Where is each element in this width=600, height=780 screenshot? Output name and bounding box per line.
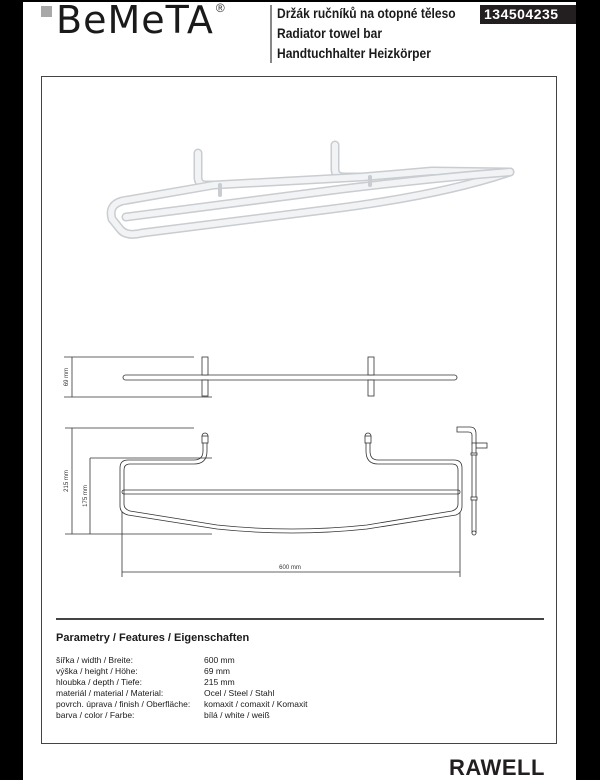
spec-row	[56, 688, 307, 699]
spec-value: Ocel / Steel / Stahl	[204, 688, 275, 698]
header-separator	[270, 5, 272, 63]
spec-label: šířka / width / Breite:	[56, 655, 133, 665]
top-view-drawing	[64, 357, 457, 397]
technical-drawings	[42, 77, 558, 617]
spec-row	[56, 677, 307, 688]
product-render-image	[111, 145, 510, 234]
section-divider	[56, 618, 544, 620]
front-view-drawing	[65, 428, 462, 577]
brand-name: BeMeTA	[56, 0, 214, 42]
title-en: Radiator towel bar	[277, 25, 383, 41]
side-view-drawing	[457, 427, 487, 535]
spec-label: materiál / material / Material:	[56, 688, 164, 698]
depth-dimension-label: 215 mm	[64, 470, 70, 492]
spec-row	[56, 666, 307, 677]
title-de: Handtuchhalter Heizkörper	[277, 45, 431, 61]
spec-row	[56, 655, 307, 666]
inner-dimension-label: 175 mm	[83, 485, 89, 507]
product-titles	[277, 3, 485, 63]
drawing-frame	[41, 76, 557, 744]
title-cz: Držák ručníků na otopné těleso	[277, 5, 456, 21]
spec-label: barva / color / Farbe:	[56, 710, 135, 720]
spec-value: 69 mm	[204, 666, 230, 676]
spec-label: povrch. úprava / finish / Oberfläche:	[56, 699, 191, 709]
spec-value: komaxit / comaxit / Komaxit	[204, 699, 308, 709]
product-sheet	[23, 2, 576, 780]
height-dimension-label: 69 mm	[64, 367, 70, 387]
spec-value: 600 mm	[204, 655, 235, 665]
series-name: RAWELL	[449, 755, 545, 780]
logo-square-icon	[41, 6, 52, 17]
registered-mark: ®	[215, 1, 225, 15]
width-dimension-label: 600 mm	[279, 565, 301, 571]
specs-table	[56, 655, 307, 721]
spec-value: bílá / white / weiß	[204, 710, 270, 720]
brand-logo	[41, 2, 225, 42]
spec-row	[56, 699, 307, 710]
spec-label: hloubka / depth / Tiefe:	[56, 677, 143, 687]
product-code-badge: 134504235	[480, 5, 576, 24]
specs-title: Parametry / Features / Eigenschaften	[56, 632, 250, 644]
spec-value: 215 mm	[204, 677, 235, 687]
spec-row	[56, 710, 307, 721]
spec-label: výška / height / Höhe:	[56, 666, 138, 676]
